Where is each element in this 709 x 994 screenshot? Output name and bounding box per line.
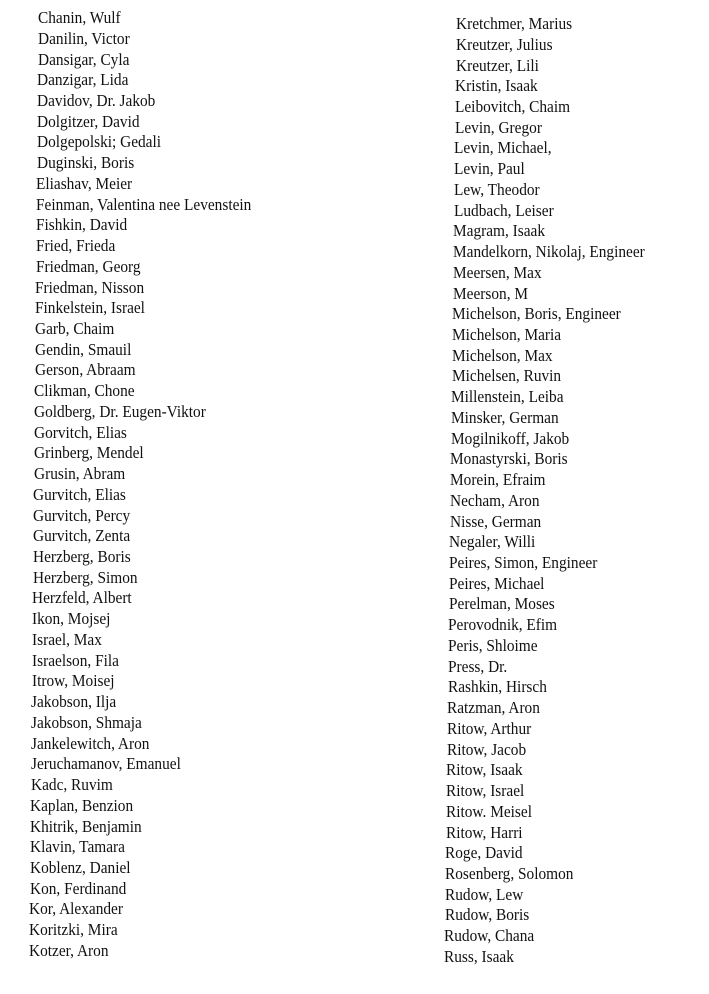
name-entry: Gorvitch, Elias <box>34 422 127 442</box>
name-entry: Levin, Michael, <box>454 138 552 158</box>
name-entry: Peires, Michael <box>448 573 545 593</box>
name-entry: Rudow, Boris <box>444 905 529 925</box>
name-entry: Koritzki, Mira <box>29 920 118 940</box>
name-entry: Rudow, Lew <box>444 884 524 904</box>
name-entry: Friedman, Georg <box>35 256 141 276</box>
name-entry: Ritow, Jacob <box>446 739 526 759</box>
name-entry: Kotzer, Aron <box>29 940 109 960</box>
name-entry: Fried, Frieda <box>35 236 116 255</box>
name-entry: Gurvitch, Elias <box>33 484 127 504</box>
name-entry: Kaplan, Benzion <box>30 795 134 815</box>
name-entry: Ritow, Arthur <box>446 718 532 738</box>
name-entry: Eliashav, Meier <box>36 173 133 193</box>
name-entry: Leibovitch, Chaim <box>454 96 570 116</box>
name-entry: Negaler, Willi <box>449 532 536 552</box>
name-entry: Rosenberg, Solomon <box>445 863 574 883</box>
name-entry: Finkelstein, Israel <box>35 298 146 318</box>
name-entry: Levin, Paul <box>454 159 525 179</box>
name-entry: Morein, Efraim <box>450 470 546 490</box>
name-entry: Duginski, Boris <box>36 153 134 173</box>
name-entry: Jeruchamanov, Emanuel <box>30 754 181 774</box>
name-entry: Herzberg, Simon <box>32 567 138 587</box>
name-entry: Meersen, Max <box>452 262 542 282</box>
name-entry: Klavin, Tamara <box>30 837 125 857</box>
name-entry: Necham, Aron <box>449 490 540 510</box>
name-entry: Danzigar, Lida <box>37 70 129 90</box>
name-entry: Israel, Max <box>32 629 102 649</box>
name-entry: Grinberg, Mendel <box>33 443 144 463</box>
name-entry: Chanin, Wulf <box>38 8 121 27</box>
name-entry: Nisse, German <box>449 511 541 531</box>
name-entry: Rashkin, Hirsch <box>447 677 547 697</box>
name-entry: Ritow, Isaak <box>446 760 523 780</box>
name-entry: Kreutzer, Julius <box>455 34 553 54</box>
name-entry: Dolgepolski; Gedali <box>36 132 161 152</box>
name-entry: Meerson, M <box>452 283 528 303</box>
name-entry: Israelson, Fila <box>31 650 119 670</box>
name-entry: Herzfeld, Albert <box>32 588 133 608</box>
name-entry: Michelson, Maria <box>452 324 562 344</box>
name-entry: Perelman, Moses <box>448 594 555 614</box>
name-entry: Russ, Isaak <box>444 946 514 966</box>
name-entry: Kretchmer, Marius <box>456 14 573 33</box>
name-entry: Ikon, Mojsej <box>32 609 111 629</box>
name-entry: Clikman, Chone <box>34 381 135 401</box>
name-entry: Itrow, Moisej <box>31 671 115 691</box>
name-entry: Peires, Simon, Engineer <box>449 553 598 572</box>
name-entry: Gerson, Abraam <box>34 360 136 380</box>
name-entry: Roge, David <box>445 843 523 863</box>
name-entry: Jakobson, Ilja <box>31 692 117 712</box>
name-entry: Ritow, Israel <box>446 781 525 800</box>
name-entry: Gendin, Smauil <box>34 339 132 359</box>
name-entry: Michelson, Max <box>451 345 553 365</box>
name-entry: Michelson, Boris, Engineer <box>452 304 622 324</box>
name-entry: Koblenz, Daniel <box>29 857 131 877</box>
name-entry: Khitrik, Benjamin <box>30 816 142 836</box>
name-entry: Mandelkorn, Nikolaj, Engineer <box>453 242 645 261</box>
name-entry: Gurvitch, Zenta <box>33 526 131 546</box>
name-entry: Kristin, Isaak <box>455 76 538 96</box>
name-entry: Minsker, German <box>450 407 559 427</box>
name-entry: Mogilnikoff, Jakob <box>450 428 569 448</box>
name-entry: Kadc, Ruvim <box>30 775 113 794</box>
name-entry: Gurvitch, Percy <box>33 505 131 525</box>
name-entry: Michelsen, Ruvin <box>451 366 561 386</box>
name-entry: Levin, Gregor <box>454 117 542 137</box>
name-entry: Perovodnik, Efim <box>448 615 558 635</box>
name-entry: Danilin, Victor <box>37 28 130 48</box>
name-entry: Ritow. Meisel <box>445 801 532 821</box>
name-entry: Goldberg, Dr. Eugen-Viktor <box>34 401 207 421</box>
name-entry: Ludbach, Leiser <box>453 200 554 220</box>
name-entry: Magram, Isaak <box>453 221 546 241</box>
name-entry: Grusin, Abram <box>33 464 125 484</box>
name-entry: Monastyrski, Boris <box>450 449 569 469</box>
name-entry: Friedman, Nisson <box>35 277 145 297</box>
name-entry: Dansigar, Cyla <box>37 49 130 69</box>
name-entry: Millenstein, Leiba <box>451 387 564 407</box>
name-entry: Fishkin, David <box>36 215 128 235</box>
name-entry: Lew, Theodor <box>453 179 540 199</box>
name-entry: Rudow, Chana <box>444 926 535 946</box>
name-entry: Dolgitzer, David <box>37 111 140 131</box>
name-entry: Ritow, Harri <box>445 822 523 842</box>
name-entry: Kreutzer, Lili <box>455 55 539 75</box>
name-entry: Peris, Shloime <box>448 635 538 655</box>
name-entry: Press, Dr. <box>447 656 507 676</box>
name-entry: Ratzman, Aron <box>447 698 541 718</box>
name-entry: Jakobson, Shmaja <box>31 712 143 732</box>
name-entry: Herzberg, Boris <box>32 547 131 566</box>
name-entry: Kon, Ferdinand <box>29 878 126 898</box>
name-entry: Feinman, Valentina nee Levenstein <box>36 194 252 214</box>
name-entry: Garb, Chaim <box>35 318 115 338</box>
name-entry: Kor, Alexander <box>29 899 124 919</box>
name-entry: Jankelewitch, Aron <box>31 733 150 753</box>
name-entry: Davidov, Dr. Jakob <box>37 90 156 110</box>
